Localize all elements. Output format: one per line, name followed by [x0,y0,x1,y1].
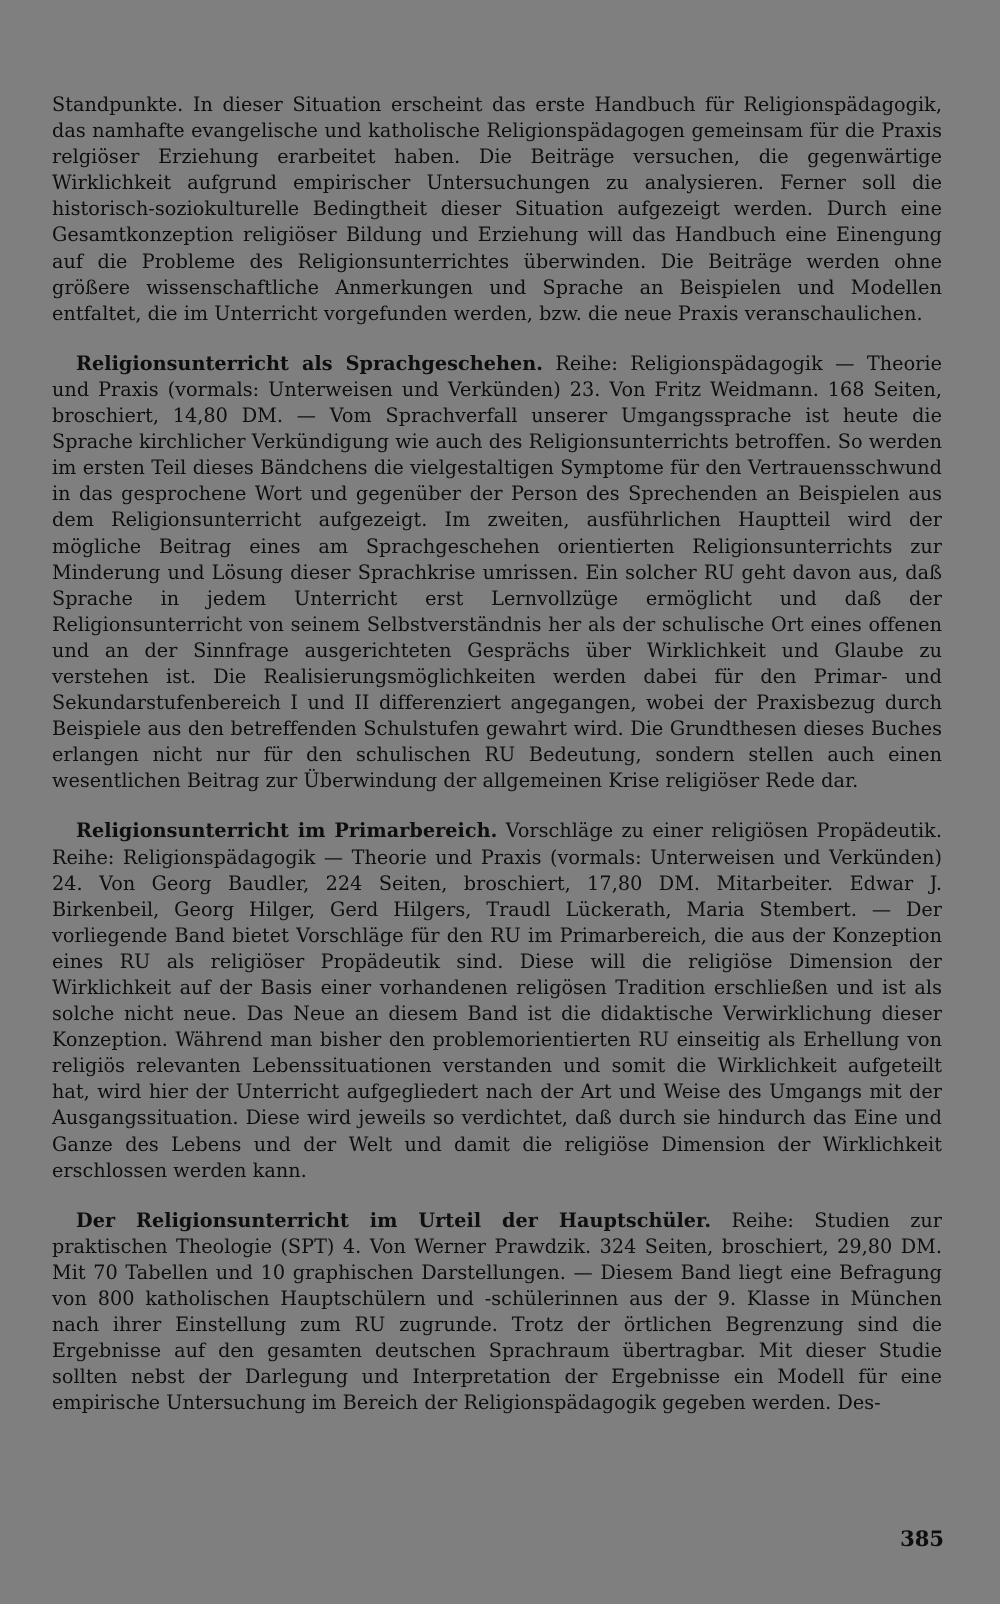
entry-body: Reihe: Religionspädagogik — Theorie und Praxis (vormals: Unterweisen und Verkünden) 23. Von Fritz Weidmann. 168 Seiten, broschiert, 14,80 DM. — Vom Sprachverfall unserer Umgangssprache ist heute die Sprache kirchlicher Verkündigung wie auch des Religionsunterrichts betroffen. So werden im ersten Teil dieses Bändchens die vielgestaltigen Symptome für den Vertrauensschwund in das gesprochene Wort und gegenüber der Person des Sprechenden an Beispielen aus dem Religionsunterricht aufgezeigt. Im zweiten, ausführlichen Hauptteil wird der mögliche Beitrag eines am Sprachgeschehen orientierten Religionsunterrichts zur Minderung und Lösung dieser Sprachkrise umrissen. Ein solcher RU geht davon aus, daß Sprache in jedem Unterricht erst Lernvollzüge ermöglicht und daß der Religionsunterricht von seinem Selbstverständnis her als der schulische Ort eines offenen und an der Sinnfrage ausgerichteten Gesprächs über Wirklichkeit und Glaube zu verstehen ist. Die Realisierungsmöglichkeiten werden dabei für den Primar- und Sekundarstufenbereich I und II differenziert angegangen, wobei der Praxisbezug durch Beispiele aus den betreffenden Schulstufen gewahrt wird. Die Grundthesen dieses Buches erlangen nicht nur für den schulischen RU Bedeutung, sondern stellen auch einen wesentlichen Beitrag zur Überwindung der allgemeinen Krise religiöser Rede dar. [52,351,942,793]
entry-title: Religionsunterricht als Sprachgeschehen. [76,351,543,375]
entry-title: Der Religionsunterricht im Urteil der Hauptschüler. [76,1208,712,1232]
entry-title: Religionsunterricht im Primarbereich. [76,819,498,843]
paragraph-intro [52,92,942,327]
entry-body: Reihe: Studien zur praktischen Theologie (SPT) 4. Von Werner Prawdzik. 324 Seiten, broschiert, 29,80 DM. Mit 70 Tabellen und 10 graphischen Darstellungen. — Diesem Band liegt eine Befragung von 800 katholischen Hauptschülern und -schülerinnen aus der 9. Klasse in München nach ihrer Einstellung zum RU zugrunde. Trotz der örtlichen Begrenzung sind die Ergebnisse auf den gesamten deutschen Sprachraum übertragbar. Mit dieser Studie sollten nebst der Darlegung und Interpretation der Ergebnisse ein Modell für eine empirische Untersuchung im Bereich der Religionspädagogik gegeben werden. Des- [52,1208,942,1415]
entry-sprachgeschehen [52,351,942,795]
page-content [52,92,942,1417]
paragraph-intro-body: Standpunkte. In dieser Situation erscheint das erste Handbuch für Religionspädagogik, das namhafte evangelische und katholische Religionspädagogen gemeinsam für die Praxis relgiöser Erziehung erarbeitet haben. Die Beiträge versuchen, die gegenwärtige Wirklichkeit aufgrund empirischer Untersuchungen zu analysieren. Ferner soll die historisch-soziokulturelle Bedingtheit dieser Situation aufgezeigt werden. Durch eine Gesamtkonzeption religiöser Bildung und Erziehung will das Handbuch eine Einengung auf die Probleme des Religionsunterrichtes überwinden. Die Beiträge werden ohne größere wissenschaftliche Anmerkungen und Sprache an Beispielen und Modellen entfaltet, die im Unterricht vorgefunden werden, bzw. die neue Praxis veranschaulichen. [52,93,942,325]
entry-primarbereich [52,818,942,1183]
entry-hauptschueler [52,1208,942,1417]
page-number: 385 [900,1526,944,1551]
entry-body: Vorschläge zu einer religiösen Propädeutik. Reihe: Religionspädagogik — Theorie und Praxis (vormals: Unterweisen und Verkünden) 24. Von Georg Baudler, 224 Seiten, broschiert, 17,80 DM. Mitarbeiter. Edwar J. Birkenbeil, Georg Hilger, Gerd Hilgers, Traudl Lückerath, Maria Stembert. — Der vorliegende Band bietet Vorschläge für den RU im Primarbereich, die aus der Konzeption eines RU als religiöser Propädeutik sind. Diese will die religiöse Dimension der Wirklichkeit auf der Basis einer vorhandenen religösen Tradition erschließen und ist als solche nicht neue. Das Neue an diesem Band ist die didaktische Verwirklichung dieser Konzeption. Während man bisher den problemorientierten RU einseitig als Erhellung von religiös relevanten Lebenssituationen verstanden und somit die Wirklichkeit aufgeteilt hat, wird hier der Unterricht aufgegliedert nach der Art und Weise des Umgangs mit der Ausgangssituation. Diese wird jeweils so verdichtet, daß durch sie hindurch das Eine und Ganze des Lebens und der Welt und damit die religiöse Dimension der Wirklichkeit erschlossen werden kann. [52,819,943,1182]
